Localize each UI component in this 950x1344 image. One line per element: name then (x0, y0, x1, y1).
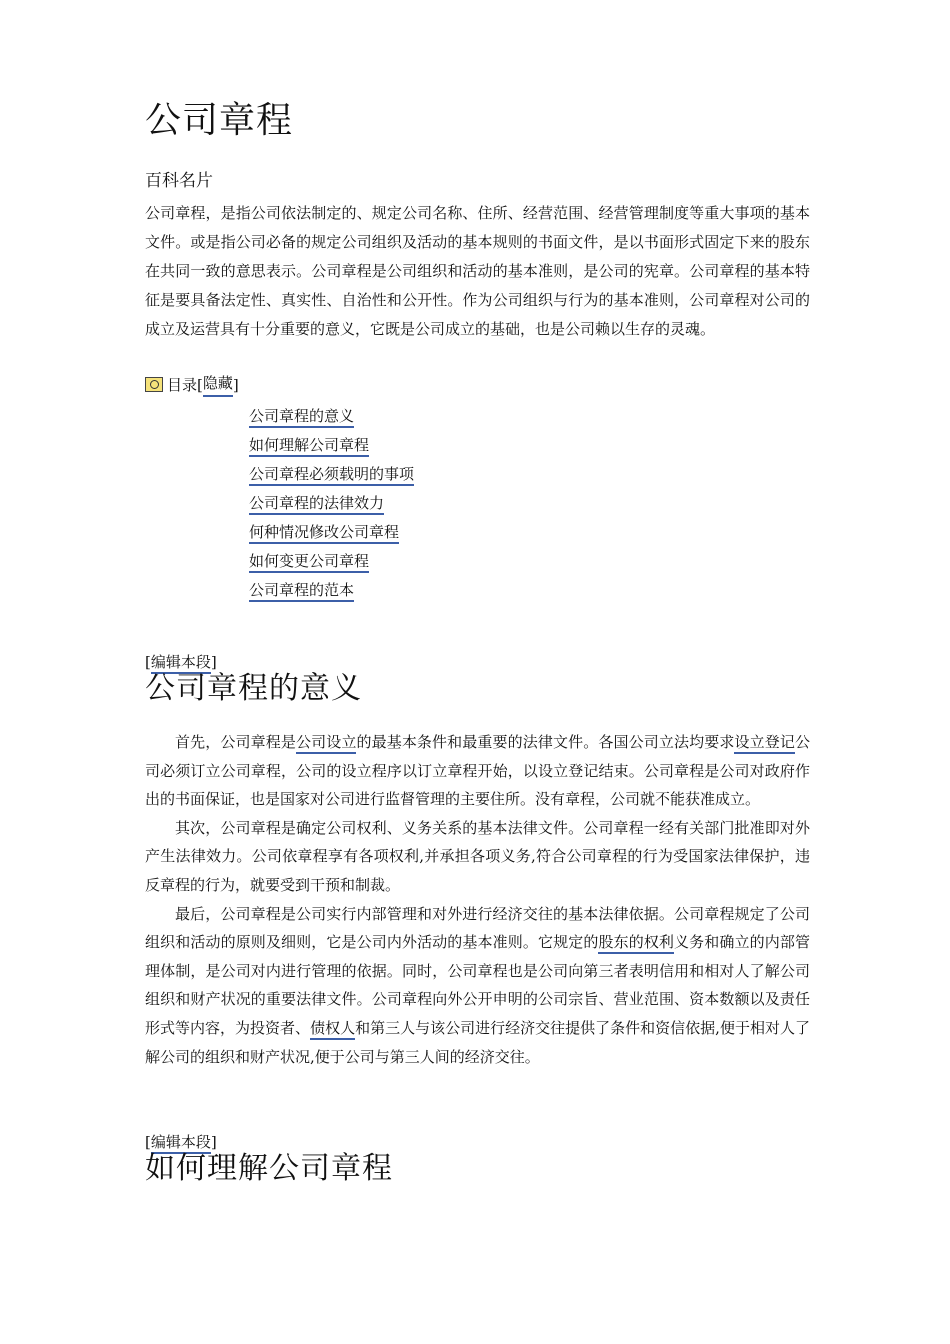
toc-bracket-close: ] (232, 375, 239, 394)
toc-header (145, 372, 239, 397)
toc-item (249, 431, 414, 460)
section-heading: 公司章程的意义 (145, 671, 362, 706)
establishment-registration-link[interactable]: 设立登记 (734, 733, 794, 754)
toc-link-how-to-change[interactable]: 如何变更公司章程 (249, 552, 369, 573)
toc-link-required-items[interactable]: 公司章程必须载明的事项 (249, 465, 414, 486)
company-establishment-link[interactable]: 公司设立 (296, 733, 356, 754)
toc-link-template[interactable]: 公司章程的范本 (249, 581, 354, 602)
paragraph-text: 义务和确立的内部管理体制，是公司对内进行管理的依据。同时，公司章程也是公司向第三者表明信用和相对人了解公司组织和财产状况的重要法律文件。公司章程向外公开申明的公司宗旨、营业范围、资本数额以及责任形式等内容，为投资者、 (145, 933, 810, 1037)
creditor-link[interactable]: 债权人 (310, 1019, 355, 1040)
edit-bracket-open: [ (145, 653, 151, 671)
section-paragraph (145, 728, 810, 814)
paragraph-text: 首先，公司章程是 (175, 733, 296, 751)
paragraph-text: 和第三人与该公司进行经济交往提供了条件和资信依据,便于相对人了解公司的组织和财产状况,便于公司与第三人间的经济交往。 (145, 1018, 810, 1066)
toc-item (249, 460, 414, 489)
encyclopedia-card-label: 百科名片 (145, 171, 213, 191)
paragraph-text: 的最基本条件和最重要的法律文件。各国公司立法均要求 (356, 733, 735, 751)
toc-label: 目录 (167, 375, 198, 394)
edit-section-link[interactable]: 编辑本段 (151, 653, 211, 674)
section-paragraph: 其次，公司章程是确定公司权利、义务关系的基本法律文件。公司章程一经有关部门批准即对外产生法律效力。公司依章程享有各项权利,并承担各项义务,符合公司章程的行为受国家法律保护，违反章程的行为，就要受到干预和制裁。 (145, 818, 810, 894)
toc-hide-link[interactable]: 隐藏 (203, 372, 233, 397)
toc-item (249, 518, 414, 547)
edit-section-control (145, 1132, 217, 1152)
toc-link-significance[interactable]: 公司章程的意义 (249, 407, 354, 428)
edit-section-control (145, 652, 217, 672)
intro-paragraph: 公司章程，是指公司依法制定的、规定公司名称、住所、经营范围、经营管理制度等重大事项的基本文件。或是指公司必备的规定公司组织及活动的基本规则的书面文件，是以书面形式固定下来的股东在共同一致的意思表示。公司章程是公司组织和活动的基本准则，是公司的宪章。公司章程的基本特征是要具备法定性、真实性、自治性和公开性。作为公司组织与行为的基本准则，公司章程对公司的成立及运营具有十分重要的意义，它既是公司成立的基础，也是公司赖以生存的灵魂。 (145, 204, 810, 338)
paragraph-text: 最后，公司章程是公司实行内部管理和对外进行经济交往的基本法律依据。公司章程规定了公司组织和活动的原则及细则，它是公司内外活动的基本准则。它规定的 (145, 904, 810, 952)
toc-link-legal-effect[interactable]: 公司章程的法律效力 (249, 494, 384, 515)
shareholder-rights-link[interactable]: 股东的权利 (598, 933, 674, 954)
toc-link-when-to-amend[interactable]: 何种情况修改公司章程 (249, 523, 399, 544)
toc-bracket-open: [ (197, 375, 203, 394)
toc-link-understanding[interactable]: 如何理解公司章程 (249, 436, 369, 457)
toc-item (249, 402, 414, 431)
section-body (145, 728, 810, 1071)
toc-item (249, 547, 414, 576)
paragraph-text: 公司必须订立公司章程，公司的设立程序以订立章程开始，以设立登记结束。公司章程是公司对政府作出的书面保证，也是国家对公司进行监督管理的主要住所。没有章程，公司就不能获准成立。 (145, 733, 810, 809)
section-paragraph (145, 900, 810, 1072)
edit-bracket-open: [ (145, 1133, 151, 1151)
edit-section-link[interactable]: 编辑本段 (151, 1133, 211, 1154)
edit-bracket-close: ] (210, 1133, 217, 1151)
edit-bracket-close: ] (210, 653, 217, 671)
toc-list (249, 402, 414, 605)
toc-toggle-icon[interactable] (145, 377, 163, 392)
toc-item (249, 489, 414, 518)
section-heading: 如何理解公司章程 (145, 1151, 393, 1186)
toc-item (249, 576, 414, 605)
page-title: 公司章程 (145, 100, 294, 141)
